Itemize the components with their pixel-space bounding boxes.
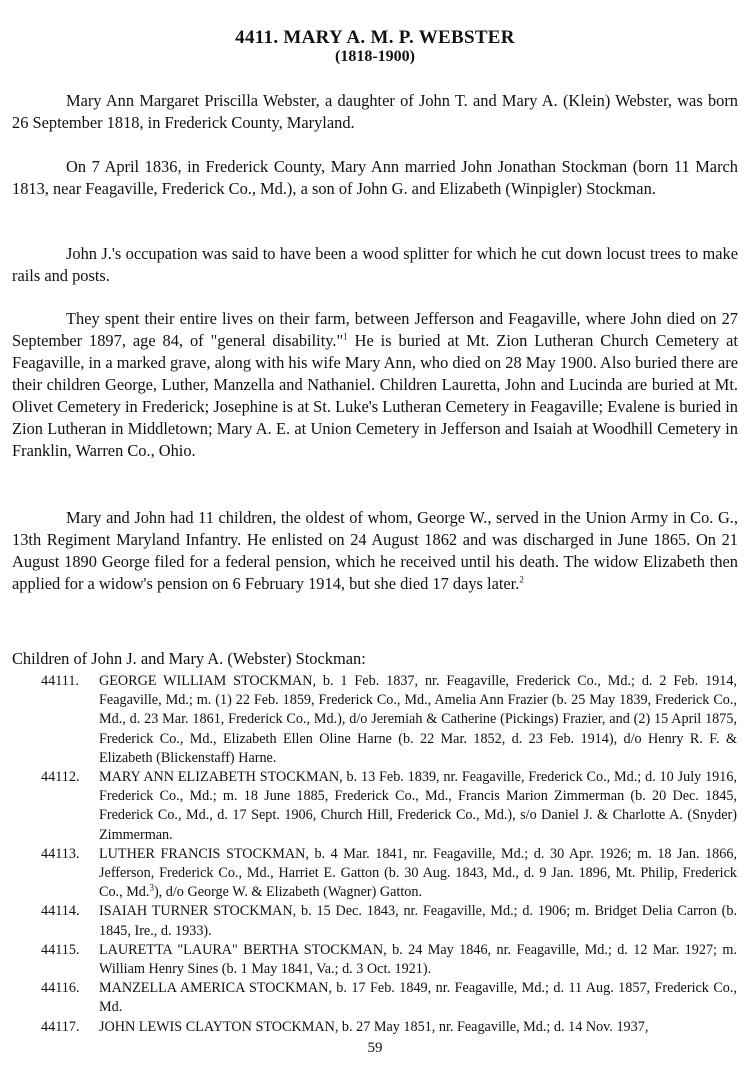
child-text: LUTHER FRANCIS STOCKMAN, b. 4 Mar. 1841, nr. Feagaville, Md.; d. 30 Apr. 1926; m. 18 Jan. 1866, Jefferson, Frederick Co., Md., Harriet E. Gatton (b. 30 Aug. 1843, Md., d. 9 Jan. 1896, Mt. Philip, Frederick Co., Md.: [99, 845, 737, 901]
paragraph-burials: [12, 308, 738, 462]
life-dates: (1818-1900): [335, 48, 415, 65]
child-number: 44113.: [41, 845, 80, 862]
paragraph-occupation: John J.'s occupation was said to have been a wood splitter for which he cut down locust trees to make rails and posts.: [12, 244, 738, 285]
child-text: GEORGE WILLIAM STOCKMAN, b. 1 Feb. 1837, nr. Feagaville, Frederick Co., Md.; d. 2 Feb. 1914, Feagaville, Md.; m. (1) 22 Feb. 1859, Frederick Co., Md., Amelia Ann Frazier (b. 25 May 1839, Frederick Co., Md., d. 23 Mar. 1861, Frederick Co., Md.), d/o Jeremiah & Catherine (Pickings) Frazier, and (2) 15 April 1875, Frederick Co., Md., Elizabeth Ellen Oline Harne (b. 22 Mar. 1852, d. 23 Feb. 1914), d/o Henry R. F. & Elizabeth (Blickenstaff) Harne.: [99, 673, 737, 766]
child-text: ISAIAH TURNER STOCKMAN, b. 15 Dec. 1843, nr. Feagaville, Md.; d. 1906; m. Bridget Delia Carron (b. 1845, Ire., d. 1933).: [99, 903, 737, 939]
child-entry: [0, 1018, 750, 1037]
paragraph-burials-text-cont: He is buried at Mt. Zion Lutheran Church Cemetery at Feagaville, in a marked grave, along with his wife Mary Ann, who died on 28 May 1900. Also buried there are their children George, Luther, Manzella and Nathaniel. Children Lauretta, John and Lucinda are buried at Mt. Olivet Cemetery in Frederick; Josephine is at St. Luke's Lutheran Cemetery in Feagaville; Evalene is buried in Zion Lutheran in Middletown; Mary A. E. at Union Cemetery in Jefferson and Isaiah at Woodhill Cemetery in Franklin, Warren Co., Ohio.: [12, 331, 738, 460]
child-text: MARY ANN ELIZABETH STOCKMAN, b. 13 Feb. 1839, nr. Feagaville, Frederick Co., Md.; d. 10 July 1916, Frederick Co., Md.; m. 18 June 1885, Frederick Co., Md., Francis Marion Zimmerman (b. 20 Dec. 1845, Frederick Co., Md., d. 17 Sept. 1906, Church Hill, Frederick Co., Md.), s/o Daniel J. & Charlotte A. (Snyder) Zimmerman.: [99, 769, 737, 843]
page-title: 4411. MARY A. M. P. WEBSTER: [235, 26, 515, 48]
children-heading: Children of John J. and Mary A. (Webster) Stockman:: [12, 649, 366, 668]
child-entry: [0, 768, 750, 845]
paragraph-burials-text: They spent their entire lives on their farm, between Jefferson and Feagaville, where John died on 27 September 1897, age 84, of "general disability.": [12, 309, 738, 350]
child-number: 44117.: [41, 1018, 80, 1035]
child-entry: [0, 902, 750, 940]
paragraph-military: [12, 507, 738, 595]
footnote-marker: 3: [149, 882, 154, 893]
child-number: 44114.: [41, 903, 80, 920]
paragraph-birth: Mary Ann Margaret Priscilla Webster, a daughter of John T. and Mary A. (Klein) Webster, was born 26 September 1818, in Frederick County, Maryland.: [12, 91, 738, 132]
paragraph-marriage: On 7 April 1836, in Frederick County, Mary Ann married John Jonathan Stockman (born 11 March 1813, near Feagaville, Frederick Co., Md.), a son of John G. and Elizabeth (Winpigler) Stockman.: [12, 157, 738, 198]
child-number: 44112.: [41, 769, 80, 786]
paragraph-military-text: Mary and John had 11 children, the oldest of whom, George W., served in the Union Army in Co. G., 13th Regiment Maryland Infantry. He enlisted on 24 August 1862 and was discharged in June 1865. On 21 August 1890 George filed for a federal pension, which he received until his death. The widow Elizabeth then applied for a widow's pension on 6 February 1914, but she died 17 days later.: [12, 508, 738, 593]
child-number: 44116.: [41, 980, 80, 997]
child-text: LAURETTA "LAURA" BERTHA STOCKMAN, b. 24 May 1846, nr. Feagaville, Md.; d. 12 Mar. 1927; m. William Henry Sines (b. 1 May 1841, Va.; d. 3 Oct. 1921).: [99, 941, 737, 978]
child-number: 44111.: [41, 673, 79, 689]
child-entry: [0, 941, 750, 979]
child-entry: [0, 845, 750, 903]
children-list: [0, 672, 750, 1037]
child-text-cont: ), d/o George W. & Elizabeth (Wagner) Gatton.: [153, 884, 423, 901]
child-entry: [0, 979, 750, 1017]
footnote-marker: 1: [343, 331, 348, 342]
page-number: 59: [367, 1040, 383, 1056]
child-text: MANZELLA AMERICA STOCKMAN, b. 17 Feb. 1849, nr. Feagaville, Md.; d. 11 Aug. 1857, Frederick Co., Md.: [99, 980, 737, 1016]
child-text: JOHN LEWIS CLAYTON STOCKMAN, b. 27 May 1851, nr. Feagaville, Md.; d. 14 Nov. 1937,: [99, 1018, 649, 1035]
child-number: 44115.: [41, 941, 80, 958]
child-entry: [0, 672, 750, 768]
footnote-marker: 2: [519, 574, 524, 585]
